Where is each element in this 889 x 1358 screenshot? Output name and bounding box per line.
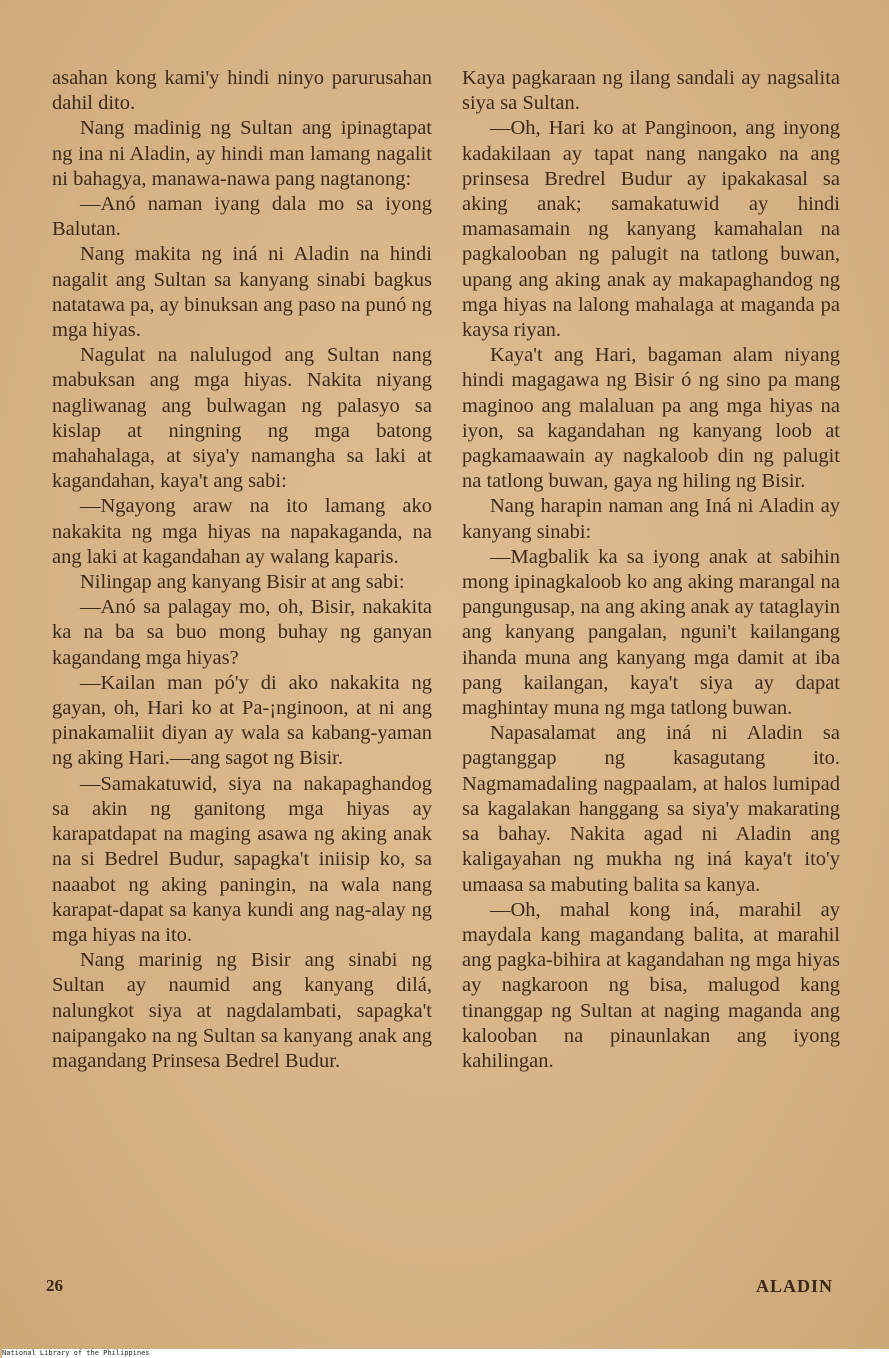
paragraph: Napasalamat ang iná ni Aladin sa pagtanggap ng kasagutang ito. Nagmamadaling nagpaalam, at halos lumipad sa kagalakan hanggang sa siya'y makarating sa bahay. Nakita agad ni Aladin ang kaligayahan ng mukha ng iná kaya't ito'y umaasa sa mabuting balita sa kanya.	[462, 722, 840, 896]
paragraph: Nang madinig ng Sultan ang ipinagtapat ng ina ni Aladin, ay hindi man lamang nagalit ni bahagya, manawa-nawa pang nagtanong:	[52, 117, 432, 190]
paragraph: —Samakatuwid, siya na nakapaghandog sa akin ng ganitong mga hiyas ay karapatdapat na maging asawa ng aking anak na si Bedrel Budur, sapagka't iniisip ko, sa naaabot ng aking paningin, na wala nang karapat-dapat sa kanya kundi ang nag-alay ng mga hiyas na ito.	[52, 772, 432, 946]
paragraph: asahan kong kami'y hindi ninyo parurusahan dahil dito.	[52, 67, 432, 115]
right-text-column	[462, 66, 840, 1074]
paragraph: Nang harapin naman ang Iná ni Aladin ay kanyang sinabi:	[462, 495, 840, 543]
paragraph: Nang marinig ng Bisir ang sinabi ng Sultan ay naumid ang kanyang dilá, nalungkot siya at nagdalambati, sapagka't naipangako na ng Sultan sa kanyang anak ang magandang Prinsesa Bedrel Budur.	[52, 949, 432, 1072]
paragraph: —Anó sa palagay mo, oh, Bisir, nakakita ka na ba sa buo mong buhay ng ganyan kagandang mga hiyas?	[52, 596, 432, 669]
paragraph: —Ngayong araw na ito lamang ako nakakita ng mga hiyas na napakaganda, na ang laki at kagandahan ay walang kaparis.	[52, 495, 432, 568]
page-number: 26	[46, 1276, 63, 1295]
library-watermark-footer: National Library of the Philippines	[2, 1349, 889, 1358]
paragraph: Kaya't ang Hari, bagaman alam niyang hindi magagawa ng Bisir ó ng sino pa mang maginoo ang malaluan pa ang mga hiyas na iyon, sa kagandahan ng kanyang loob at pagkamaawain ay nagkaloob din ng palugit na tatlong buwan, gaya ng hiling ng Bisir.	[462, 344, 840, 493]
paragraph: Kaya pagkaraan ng ilang sandali ay nagsalita siya sa Sultan.	[462, 67, 840, 115]
running-title: ALADIN	[755, 1276, 833, 1296]
paragraph: —Oh, Hari ko at Panginoon, ang inyong kadakilaan ay tapat nang nangako na ang prinsesa Bredrel Budur ay ipakakasal sa aking anak; samakatuwid ay hindi mamasamain ng kanyang kamahalan na pagkalooban ng palugit na tatlong buwan, upang ang aking anak ay makapaghandog ng mga hiyas na lalong mahalaga at maganda pa kaysa riyan.	[462, 117, 840, 342]
paragraph: —Kailan man pó'y di ako nakakita ng gayan, oh, Hari ko at Pa-¡nginoon, at ni ang pinakamaliit diyan ay wala sa kabang-yaman ng aking Hari.—ang sagot ng Bisir.	[52, 671, 432, 770]
paragraph: Nang makita ng iná ni Aladin na hindi nagalit ang Sultan sa kanyang sinabi bagkus natatawa pa, ay binuksan ang paso na punó ng mga hiyas.	[52, 243, 432, 342]
paragraph: —Oh, mahal kong iná, marahil ay maydala kang magandang balita, at marahil ang pagka-bihira at kagandahan ng mga hiyas ay nagkaroon ng bisa, malugod kang tinanggap ng Sultan at naging maganda ang kalooban na pinaunlakan ang iyong kahilingan.	[462, 898, 840, 1072]
paragraph: —Anó naman iyang dala mo sa iyong Balutan.	[52, 193, 432, 241]
left-text-column	[52, 66, 432, 1074]
paragraph: Nagulat na nalulugod ang Sultan nang mabuksan ang mga hiyas. Nakita niyang nagliwanag ang bulwagan ng palasyo sa kislap at ningning ng mga batong mahahalaga, at siya'y namangha sa laki at kagandahan, kaya't ang sabi:	[52, 344, 432, 493]
paragraph: —Magbalik ka sa iyong anak at sabihin mong ipinagkaloob ko ang aking marangal na pangungusap, na ang aking anak ay tataglayin ang kanyang pangalan, nguni't kailangang ihanda muna ang kanyang mga damit at iba pang kailangan, kaya't siya ay dapat maghintay muna ng mga tatlong buwan.	[462, 545, 840, 720]
paragraph: Nilingap ang kanyang Bisir at ang sabi:	[80, 571, 405, 594]
